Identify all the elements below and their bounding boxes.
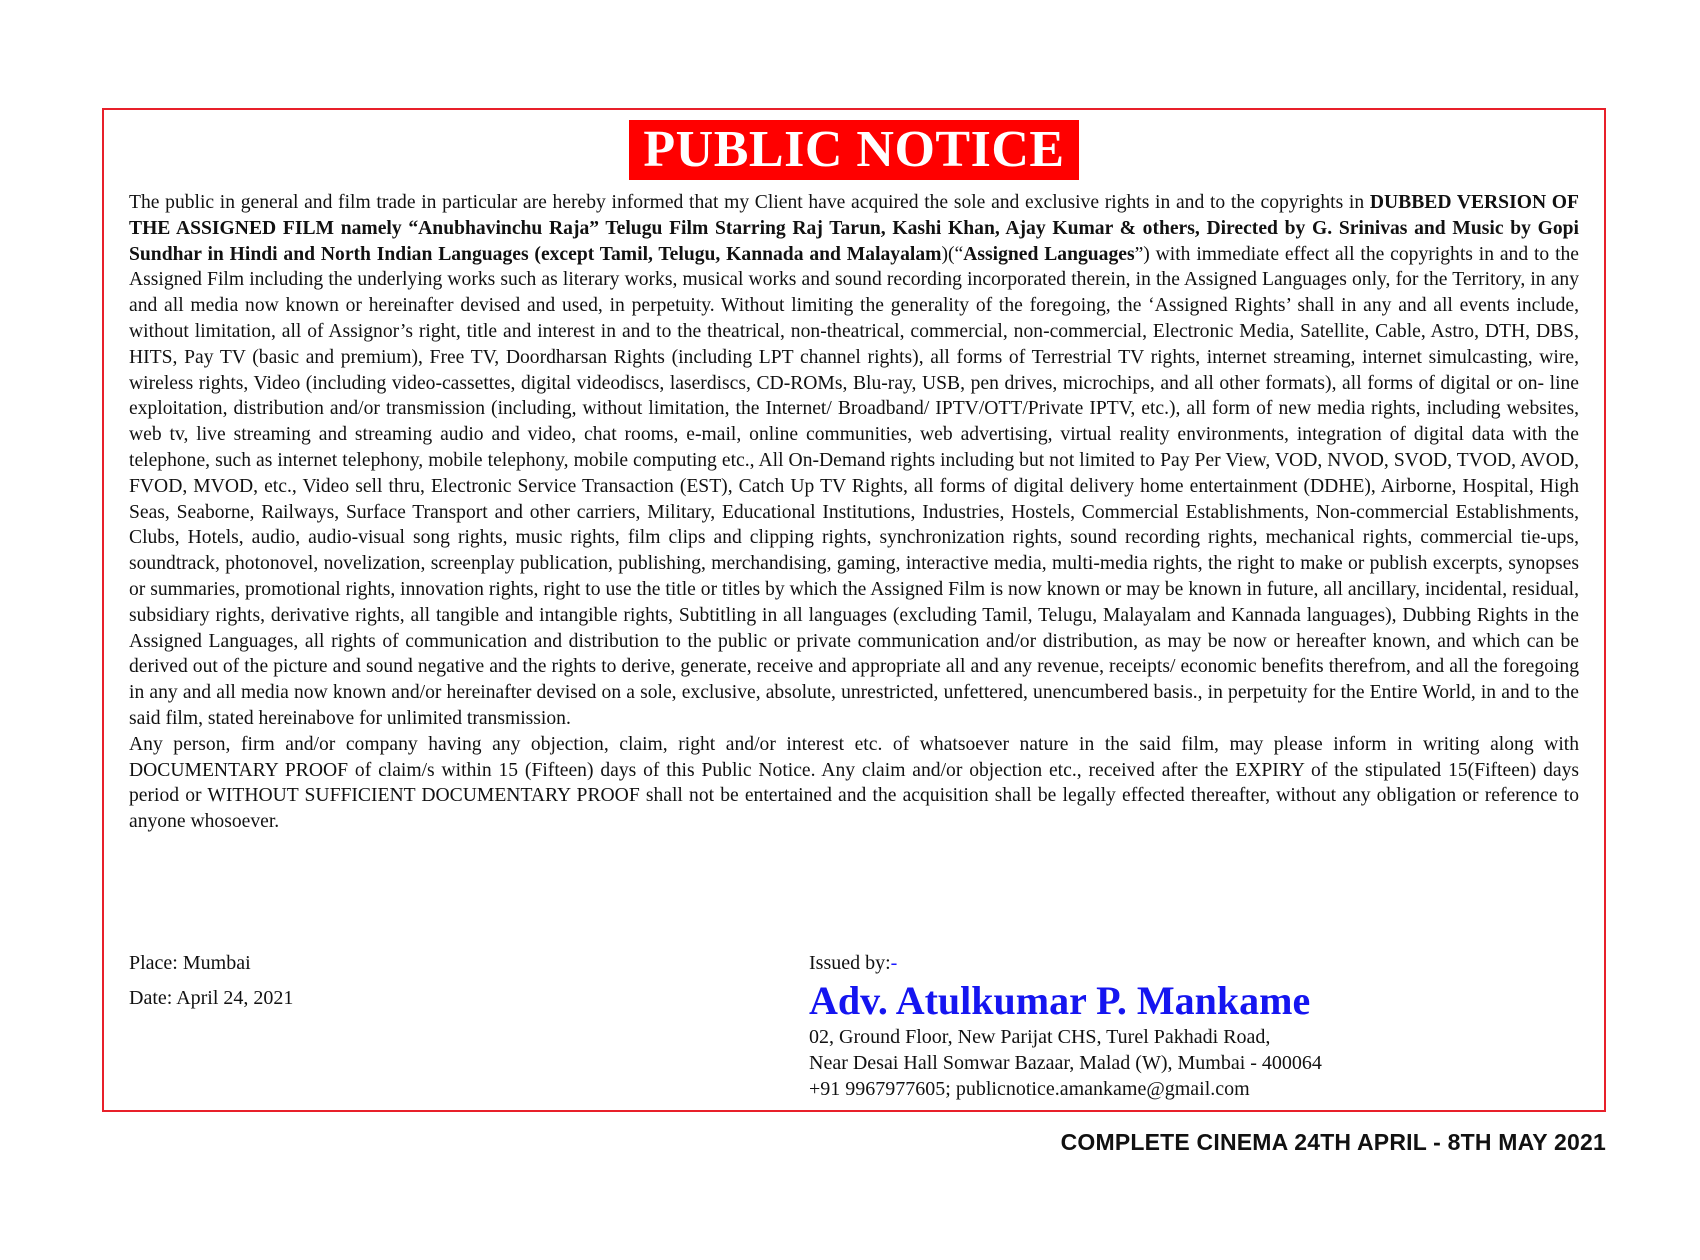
assigned-languages-term: Assigned Languages bbox=[963, 243, 1135, 265]
place: Place: Mumbai bbox=[129, 952, 251, 974]
film-description: DUBBED VERSION OF THE ASSIGNED FILM namely “Anubhavinchu Raja” Telugu Film Starring Raj Tarun, Kashi Khan, Ajay Kumar & others, Directed by G. Srinivas and Music by Gopi Sundhar in Hindi and North Indian Languages (except Tamil, Telugu, Kannada and Malayalam bbox=[129, 192, 1579, 265]
contact-line: +91 9967977605; publicnotice.amankame@gmail.com bbox=[809, 1078, 1250, 1100]
address-line-2: Near Desai Hall Somwar Bazaar, Malad (W), Mumbai - 400064 bbox=[809, 1052, 1322, 1074]
issued-by-dash: - bbox=[890, 952, 898, 974]
notice-paragraph-2: Any person, firm and/or company having any objection, claim, right and/or interest etc. of whatsoever nature in the said film, may please inform in writing along with DOCUMENTARY PROOF of claim/s within 15 (Fifteen) days of this Public Notice. Any claim and/or objection etc., received after the EXPIRY of the stipulated 15(Fifteen) days period or WITHOUT SUFFICIENT DOCUMENTARY PROOF shall not be entertained and the acquisition shall be legally effected thereafter, without any obligation or reference to anyone whosoever. bbox=[129, 733, 1579, 833]
issuer-block bbox=[809, 950, 1322, 1102]
advocate-name: Adv. Atulkumar P. Mankame bbox=[809, 978, 1311, 1023]
paren-open: )(“ bbox=[941, 243, 964, 265]
title-wrap bbox=[104, 120, 1604, 180]
notice-paragraph-1 bbox=[129, 190, 1579, 732]
issued-by-line bbox=[809, 950, 1322, 976]
issued-by-label: Issued by: bbox=[809, 952, 891, 974]
notice-body bbox=[129, 190, 1579, 835]
public-notice-box bbox=[102, 108, 1606, 1112]
date: Date: April 24, 2021 bbox=[129, 987, 294, 1009]
publication-footer: COMPLETE CINEMA 24TH APRIL - 8TH MAY 2021 bbox=[1060, 1129, 1606, 1155]
place-date-block bbox=[129, 950, 293, 1020]
intro-text: The public in general and film trade in particular are hereby informed that my Client have acquired the sole and exclusive rights in and to the copyrights in bbox=[129, 192, 1370, 213]
rights-text: ”) with immediate effect all the copyrights in and to the Assigned Film including the underlying works such as literary works, musical works and sound recording incorporated therein, in the Assigned Languages only, for the Territory, in any and all media now known or hereinafter devised and used, in perpetuity. Without limiting the generality of the foregoing, the ‘Assigned Rights’ shall in any and all events include, without limitation, all of Assignor’s right, title and interest in and to the theatrical, non-theatrical, commercial, non-commercial, Electronic Media, Satellite, Cable, Astro, DTH, DBS, HITS, Pay TV (basic and premium), Free TV, Doordharsan Rights (including LPT channel rights), all forms of Terrestrial TV rights, internet streaming, internet simulcasting, wire, wireless rights, Video (including video-cassettes, digital videodiscs, laserdiscs, CD-ROMs, Blu-ray, USB, pen drives, microchips, and all other formats), all forms of digital or on- line exploitation, distribution and/or transmission (including, without limitation, the Internet/ Broadband/ IPTV/OTT/Private IPTV, etc.), all form of new media rights, including websites, web tv, live streaming and streaming audio and video, chat rooms, e-mail, online communities, web advertising, virtual reality environments, integration of digital data with the telephone, such as internet telephony, mobile telephony, mobile computing etc., All On-Demand rights including but not limited to Pay Per View, VOD, NVOD, SVOD, TVOD, AVOD, FVOD, MVOD, etc., Video sell thru, Electronic Service Transaction (EST), Catch Up TV Rights, all forms of digital delivery home entertainment (DDHE), Airborne, Hospital, High Seas, Seaborne, Railways, Surface Transport and other carriers, Military, Educational Institutions, Industries, Hostels, Commercial Establishments, Non-commercial Establishments, Clubs, Hotels, audio, audio-visual song rights, music rights, film clips and clipping rights, synchronization rights, sound recording rights, mechanical rights, commercial tie-ups, soundtrack, photonovel, novelization, screenplay publication, publishing, merchandising, gaming, interactive media, multi-media rights, the right to make or publish excerpts, synopses or summaries, promotional rights, innovation rights, right to use the title or titles by which the Assigned Film is now known or may be known in future, all ancillary, incidental, residual, subsidiary rights, derivative rights, all tangible and intangible rights, Subtitling in all languages (excluding Tamil, Telugu, Malayalam and Kannada languages), Dubbing Rights in the Assigned Languages, all rights of communication and distribution to the public or private communication and/or distribution, as may be now or hereafter known, and which can be derived out of the picture and sound negative and the rights to derive, generate, receive and appropriate all and any revenue, receipts/ economic benefits therefrom, and all the foregoing in any and all media now known and/or hereinafter devised on a sole, exclusive, absolute, unrestricted, unfettered, unencumbered basis., in perpetuity for the Entire World, in and to the said film, stated hereinabove for unlimited transmission. bbox=[129, 243, 1580, 729]
address-line-1: 02, Ground Floor, New Parijat CHS, Turel Pakhadi Road, bbox=[809, 1026, 1271, 1048]
notice-title: PUBLIC NOTICE bbox=[629, 120, 1078, 180]
